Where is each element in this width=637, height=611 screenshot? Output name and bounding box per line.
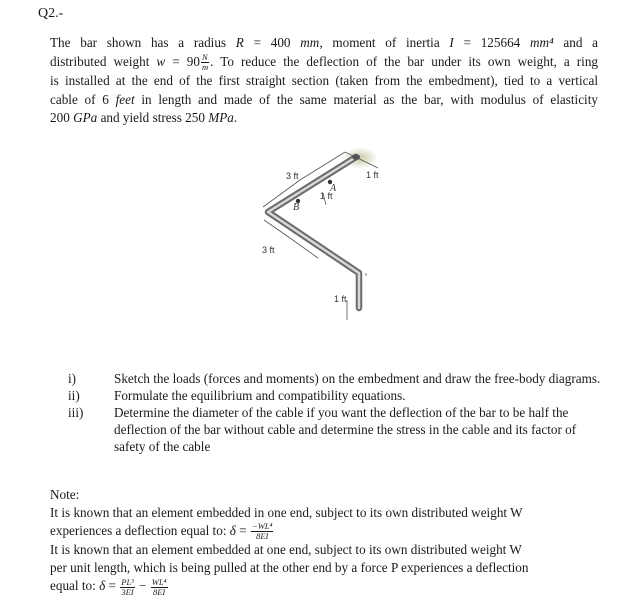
unit-fraction: $\frac{N}{m}$ <box>201 52 209 73</box>
statement-line-2: distributed weight w = 90 $\frac{N}{m}$ . To reduce the deflection of the bar under its own weight, a ring <box>50 52 599 73</box>
question-number: Q2.- <box>38 6 64 21</box>
note-line-3: It is known that an element embedded at one end, subject to its own distributed weight W <box>50 542 522 558</box>
note-line-1: It is known that an element embedded in one end, subject to its own distributed weight W <box>50 505 523 520</box>
statement-line-5: 200 GPa and yield stress 250 MPa. <box>50 110 238 126</box>
statement-line-4: cable of 6 feet in length and made of the same material as the bar, with modulus of elasticity <box>50 91 598 107</box>
note-section <box>50 486 598 597</box>
note-line-4: per unit length, which is being pulled at the other end by a force P experiences a deflection <box>50 560 529 576</box>
statement-line-1: The bar shown has a radius R = 400 mm, moment of inertia I = 125664 mm⁴ and a <box>50 35 599 50</box>
statement-line-3: is installed at the end of the first straight section (taken from the embedment), tied to a vertical <box>50 73 598 89</box>
point-a-label: A <box>330 183 337 194</box>
weight-fraction: $\frac{\text{WL⁴}}{8EI}$ <box>151 576 167 597</box>
point-b-label: B <box>293 202 300 213</box>
list-item: i) Sketch the loads (forces and moments) on the embedment and draw the free-body diagrams. <box>68 371 601 386</box>
task-list <box>68 370 608 455</box>
dim-bottom: 1 ft <box>334 294 347 304</box>
note-line-5: equal to: δ = $\frac{\text{PL³}}{3EI}$ − $\frac{\text{WL⁴}}{8EI}$ <box>50 576 167 597</box>
force-fraction: $\frac{\text{PL³}}{3EI}$ <box>121 576 134 597</box>
dim-mid: 1 ft <box>320 191 333 201</box>
dim-left-vertical: 3 ft <box>262 245 275 255</box>
bar <box>268 154 360 308</box>
list-item: ii) Formulate the equilibrium and compatibility equations. <box>68 388 406 403</box>
dim-top-right: 1 ft <box>366 170 379 180</box>
deflection-fraction: $\frac{\text{−WL⁴}}{8EI}$ <box>251 521 273 542</box>
list-item: iii) Determine the diameter of the cable if you want the deflection of the bar to be half the deflection of the bar without cable and determine the stress in the cable and its factor of safety of the cable <box>68 405 577 454</box>
dim-top-left: 3 ft <box>286 171 299 181</box>
note-line-2: experiences a deflection equal to: δ = $\frac{\text{−WL⁴}}{8EI}$ <box>50 521 273 542</box>
note-heading: Note: <box>50 487 80 502</box>
